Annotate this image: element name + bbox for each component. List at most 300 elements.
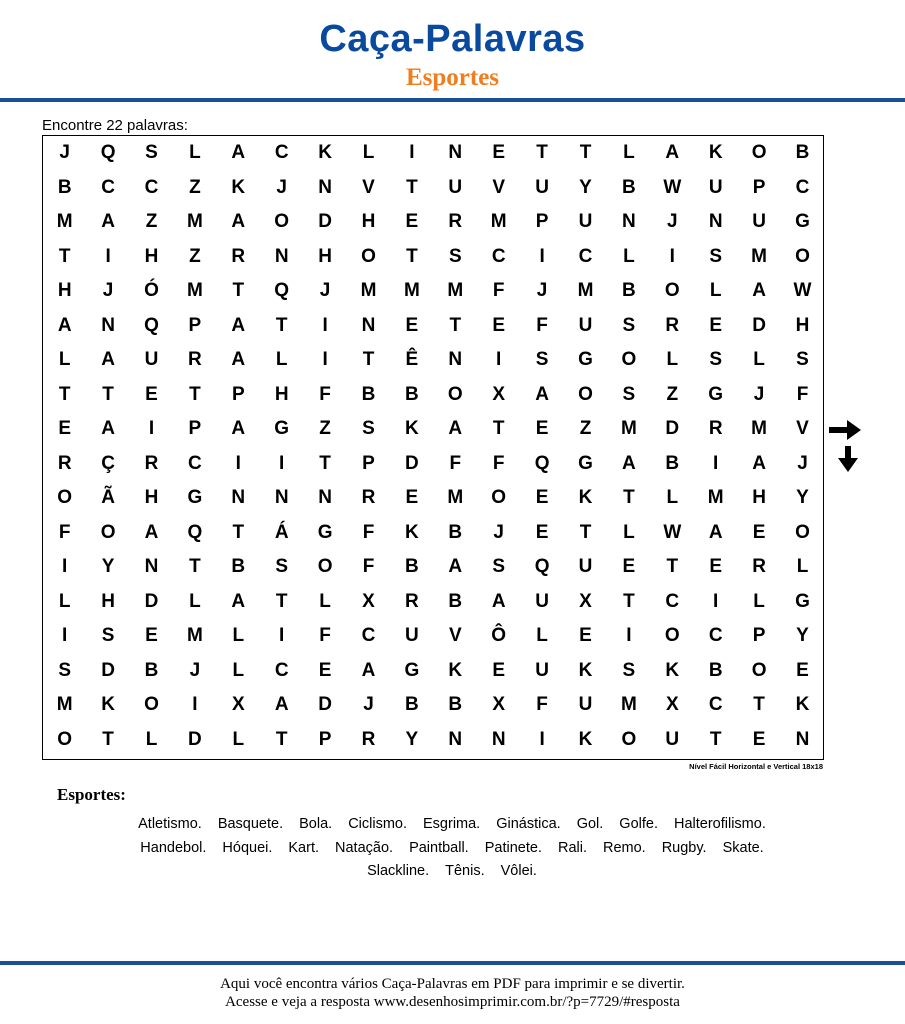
grid-cell: G [274,418,290,440]
grid-cell: T [275,314,288,336]
grid-cell: J [493,521,504,543]
grid-cell: L [666,349,679,371]
grid-cell: R [708,418,723,440]
grid-cell: S [448,245,462,267]
grid-cell: Q [144,314,159,336]
grid-cell: F [536,694,548,716]
grid-cell: N [144,556,159,578]
grid-cell: B [795,142,810,164]
grid-cell: Ô [491,625,507,647]
grid-cell: J [797,452,808,474]
grid-cell: G [795,590,810,612]
grid-cell: Y [405,728,419,750]
grid-cell: T [232,280,245,302]
grid-cell: O [621,349,637,371]
grid-cell: C [274,659,289,681]
grid-cell: I [539,728,545,750]
grid-cell: S [492,556,506,578]
grid-cell: W [663,176,682,198]
grid-cell: E [492,659,506,681]
grid-cell: T [753,694,765,716]
grid-cell: C [188,452,202,474]
grid-cell: B [622,176,636,198]
grid-cell: I [62,556,68,578]
grid-cell: E [535,418,549,440]
grid-cell: N [361,314,376,336]
grid-cell: X [492,694,506,716]
word-list-item: Atletismo. [138,816,202,832]
word-list-item: Remo. [602,839,646,856]
word-list-item: Esgrima. [423,816,481,832]
grid-cell: S [622,659,636,681]
grid-cell: T [58,383,71,405]
grid-cell: F [796,383,809,405]
grid-cell: W [793,280,812,302]
grid-cell: C [274,142,289,164]
grid-cell: T [492,418,505,440]
arrow-down-icon [838,446,858,472]
grid-cell: Q [187,521,203,543]
grid-cell: Q [100,142,116,164]
grid-cell: T [319,452,331,474]
grid-cell: K [708,142,723,164]
grid-cell: O [274,211,290,233]
grid-cell: E [535,487,549,509]
word-list-item: Hóquei. [222,839,273,856]
grid-cell: T [58,245,71,267]
grid-cell: I [713,452,719,474]
word-list-item: Tênis. [445,863,485,879]
grid-cell: P [318,728,332,750]
grid-cell: T [623,487,635,509]
grid-cell: A [231,418,246,440]
grid-cell: L [145,728,158,750]
grid-cell: Ê [405,349,419,371]
word-list-item: Ginástica. [496,816,561,832]
grid-cell: C [578,245,593,267]
grid-cell: A [361,659,376,681]
grid-cell: L [189,590,201,612]
grid-cell: E [709,314,723,336]
grid-cell: L [189,142,201,164]
grid-cell: U [708,176,723,198]
word-list-item: Handebol. [140,839,207,856]
grid-cell: C [361,625,376,647]
grid-cell: J [536,280,548,302]
grid-cell: M [360,280,377,302]
grid-cell: Z [189,176,201,198]
grid-cell: I [322,314,328,336]
grid-cell: I [105,245,111,267]
grid-cell: Q [534,556,550,578]
grid-cell: U [752,211,766,233]
grid-cell: E [579,625,592,647]
grid-cell: E [492,314,506,336]
grid-cell: H [752,487,766,509]
grid-cell: H [144,487,159,509]
grid-cell: I [235,452,241,474]
grid-cell: O [447,383,463,405]
grid-cell: F [492,452,505,474]
grid-cell: I [539,245,545,267]
grid-cell: M [707,487,724,509]
grid-cell: B [622,280,636,302]
grid-cell: M [56,694,73,716]
grid-cell: M [620,418,637,440]
grid-cell: I [496,349,502,371]
grid-cell: B [231,556,246,578]
grid-cell: O [664,625,680,647]
grid-cell: A [231,211,246,233]
grid-cell: R [231,245,246,267]
grid-cell: T [232,521,245,543]
grid-cell: I [279,452,285,474]
grid-cell: T [275,590,288,612]
grid-cell: E [622,556,636,578]
grid-cell: P [752,625,766,647]
grid-cell: A [231,314,246,336]
word-list [52,813,852,884]
grid-cell: M [577,280,594,302]
grid-cell: H [101,590,115,612]
grid-cell: Ã [101,487,115,509]
footer-line-2: Acesse e veja a resposta www.desenhosimprimir.com.br/?p=7729/#resposta [225,994,680,1010]
page-title: Caça-Palavras [319,18,586,60]
grid-cell: U [405,625,419,647]
grid-cell: B [448,694,463,716]
grid-cell: D [405,452,419,474]
grid-cell: U [535,176,549,198]
grid-cell: H [274,383,289,405]
grid-cell: R [448,211,463,233]
grid-cell: R [361,487,376,509]
grid-cell: P [231,383,245,405]
grid-cell: Ó [144,280,159,302]
grid-cell: T [709,728,722,750]
grid-cell: R [188,349,202,371]
grid-cell: F [58,521,71,543]
grid-cell: K [101,694,115,716]
grid-cell: L [58,590,71,612]
grid-cell: N [448,728,463,750]
grid-cell: Z [189,245,201,267]
grid-cell: X [362,590,375,612]
grid-cell: F [319,625,331,647]
grid-cell: B [405,694,419,716]
grid-cell: P [188,418,202,440]
grid-cell: A [57,314,72,336]
grid-cell: M [186,211,203,233]
grid-cell: O [100,521,116,543]
word-list-item: Skate. [722,839,764,856]
grid-cell: H [795,314,810,336]
grid-cell: U [535,659,549,681]
grid-cell: S [535,349,549,371]
grid-cell: Q [274,280,290,302]
grid-cell: P [535,211,549,233]
grid-cell: O [317,556,333,578]
grid-cell: N [318,176,332,198]
grid-cell: T [579,142,592,164]
grid-cell: Z [319,418,331,440]
grid-cell: A [101,418,115,440]
word-list-item: Paintball. [409,839,469,856]
grid-cell: F [536,314,548,336]
grid-cell: S [362,418,375,440]
grid-cell: T [102,728,114,750]
grid-cell: W [663,521,682,543]
grid-cell: G [795,211,810,233]
grid-cell: N [274,245,289,267]
grid-cell: A [752,452,766,474]
grid-cell: N [491,728,506,750]
grid-cell: P [362,452,375,474]
grid-cell: A [708,521,723,543]
grid-cell: C [101,176,115,198]
grid-cell: T [623,590,635,612]
grid-cell: B [144,659,159,681]
grid-cell: C [708,694,723,716]
grid-cell: K [578,728,593,750]
grid-cell: B [448,521,463,543]
grid-cell: S [622,383,636,405]
instruction-text: Encontre 22 palavras: [42,117,188,134]
grid-cell: J [319,280,331,302]
grid-cell: Z [579,418,592,440]
grid-cell: J [363,694,374,716]
grid-cell: T [189,556,201,578]
word-list-item: Vôlei. [500,863,537,879]
word-list-item: Halterofilismo. [673,816,766,832]
grid-cell: U [535,590,549,612]
difficulty-label: Nível Fácil Horizontal e Vertical 18x18 [689,762,823,771]
grid-cell: I [322,349,328,371]
grid-cell: U [665,728,680,750]
grid-cell: A [448,418,463,440]
grid-cell: B [708,659,723,681]
grid-cell: D [318,694,332,716]
grid-cell: A [491,590,506,612]
grid-cell: N [448,142,463,164]
grid-cell: A [274,694,289,716]
grid-cell: K [318,142,332,164]
grid-cell: H [57,280,72,302]
grid-cell: L [623,245,635,267]
word-list-item: Slackline. [367,863,430,879]
grid-cell: A [231,349,246,371]
grid-cell: L [275,349,288,371]
grid-cell: E [145,625,158,647]
word-list-item: Rali. [557,839,587,856]
grid-cell: A [231,590,246,612]
grid-cell: J [667,211,678,233]
grid-cell: S [622,314,636,336]
grid-cell: M [447,487,464,509]
grid-cell: Á [274,521,289,543]
grid-cell: T [449,314,462,336]
grid-cell: R [752,556,766,578]
grid-cell: U [448,176,463,198]
grid-cell: R [144,452,159,474]
grid-cell: A [752,280,766,302]
grid-cell: N [622,211,636,233]
grid-cell: X [492,383,506,405]
grid-cell: L [319,590,331,612]
grid-cell: E [318,659,332,681]
grid-cell: O [144,694,159,716]
grid-cell: F [319,383,331,405]
grid-cell: D [752,314,766,336]
word-list-item: Natação. [335,839,394,856]
grid-cell: O [751,659,767,681]
grid-cell: F [492,280,505,302]
grid-cell: S [709,245,723,267]
grid-cell: E [405,314,419,336]
grid-cell: M [620,694,637,716]
grid-cell: C [795,176,810,198]
grid-cell: L [753,349,765,371]
grid-cell: I [713,590,719,612]
word-list-item: Gol. [576,816,604,832]
grid-cell: V [796,418,809,440]
grid-cell: D [318,211,332,233]
grid-cell: A [101,349,115,371]
grid-cell: N [231,487,246,509]
grid-cell: U [578,314,593,336]
grid-cell: T [102,383,114,405]
word-list-item: Basquete. [217,816,284,832]
grid-cell: D [101,659,115,681]
grid-cell: E [405,487,419,509]
grid-cell: G [404,659,420,681]
grid-cell: P [188,314,202,336]
grid-cell: O [361,245,376,267]
grid-cell: M [186,625,203,647]
grid-cell: V [448,625,462,647]
grid-cell: G [708,383,724,405]
grid-cell: B [448,590,463,612]
grid-cell: X [665,694,679,716]
grid-cell: C [144,176,159,198]
grid-cell: L [232,728,245,750]
grid-cell: T [189,383,201,405]
grid-cell: N [101,314,115,336]
grid-cell: L [58,349,71,371]
grid-cell: M [403,280,420,302]
grid-cell: L [232,659,245,681]
grid-cell: C [491,245,506,267]
grid-cell: O [795,521,810,543]
bottom-divider [0,961,905,965]
page-subtitle: Esportes [405,64,500,91]
grid-cell: B [57,176,72,198]
grid-cell: A [448,556,463,578]
grid-cell: T [406,245,418,267]
grid-cell: Y [579,176,592,198]
grid-cell: N [318,487,332,509]
grid-cell: J [753,383,765,405]
grid-cell: G [187,487,203,509]
grid-cell: E [58,418,72,440]
grid-cell: J [59,142,70,164]
grid-cell: D [144,590,159,612]
grid-cell: A [101,211,115,233]
grid-cell: U [578,556,593,578]
grid-cell: E [752,728,766,750]
arrow-right-icon [829,420,861,440]
grid-cell: S [709,349,723,371]
grid-cell: T [536,142,548,164]
grid-cell: I [626,625,632,647]
grid-cell: S [58,659,72,681]
grid-cell: L [362,142,375,164]
grid-cell: S [796,349,809,371]
grid-cell: J [276,176,287,198]
grid-cell: H [361,211,376,233]
grid-cell: M [56,211,73,233]
grid-cell: N [708,211,723,233]
grid-cell: C [665,590,680,612]
word-list-item: Ciclismo. [348,816,407,832]
grid-cell: O [57,487,73,509]
grid-cell: K [665,659,680,681]
grid-cell: A [665,142,680,164]
grid-cell: E [492,142,506,164]
grid-cell: S [145,142,158,164]
grid-cell: T [579,521,592,543]
grid-cell: K [448,659,463,681]
grid-cell: E [796,659,809,681]
grid-cell: E [535,521,549,543]
grid-cell: L [709,280,722,302]
grid-cell: L [796,556,809,578]
word-list-title: Esportes: [57,785,126,804]
grid-cell: L [536,625,548,647]
grid-cell: A [622,452,636,474]
grid-cell: L [666,487,679,509]
grid-cell: X [579,590,592,612]
grid-cell: P [752,176,766,198]
grid-cell: O [57,728,73,750]
grid-cell: E [709,556,723,578]
grid-cell: O [578,383,593,405]
grid-cell: D [665,418,680,440]
grid-cell: B [405,556,419,578]
grid-cell: H [318,245,332,267]
grid-cell: Y [796,625,809,647]
grid-cell: O [664,280,680,302]
grid-cell: G [578,349,593,371]
grid-cell: A [144,521,159,543]
grid-cell: F [362,521,375,543]
word-search-grid [42,135,824,760]
word-list-item: Kart. [288,839,320,856]
grid-cell: A [231,142,246,164]
grid-cell: U [578,694,593,716]
word-list-item: Golfe. [619,816,658,832]
grid-cell: M [751,245,767,267]
grid-cell: I [192,694,198,716]
grid-cell: Q [534,452,550,474]
footer-line-1: Aqui você encontra vários Caça-Palavras em PDF para imprimir e se divertir. [220,976,685,992]
word-list-item: Rugby. [661,839,707,856]
grid-cell: I [409,142,415,164]
grid-cell: L [623,142,635,164]
grid-cell: K [578,659,593,681]
grid-cell: R [405,590,419,612]
grid-cell: L [753,590,765,612]
grid-cell: I [669,245,675,267]
